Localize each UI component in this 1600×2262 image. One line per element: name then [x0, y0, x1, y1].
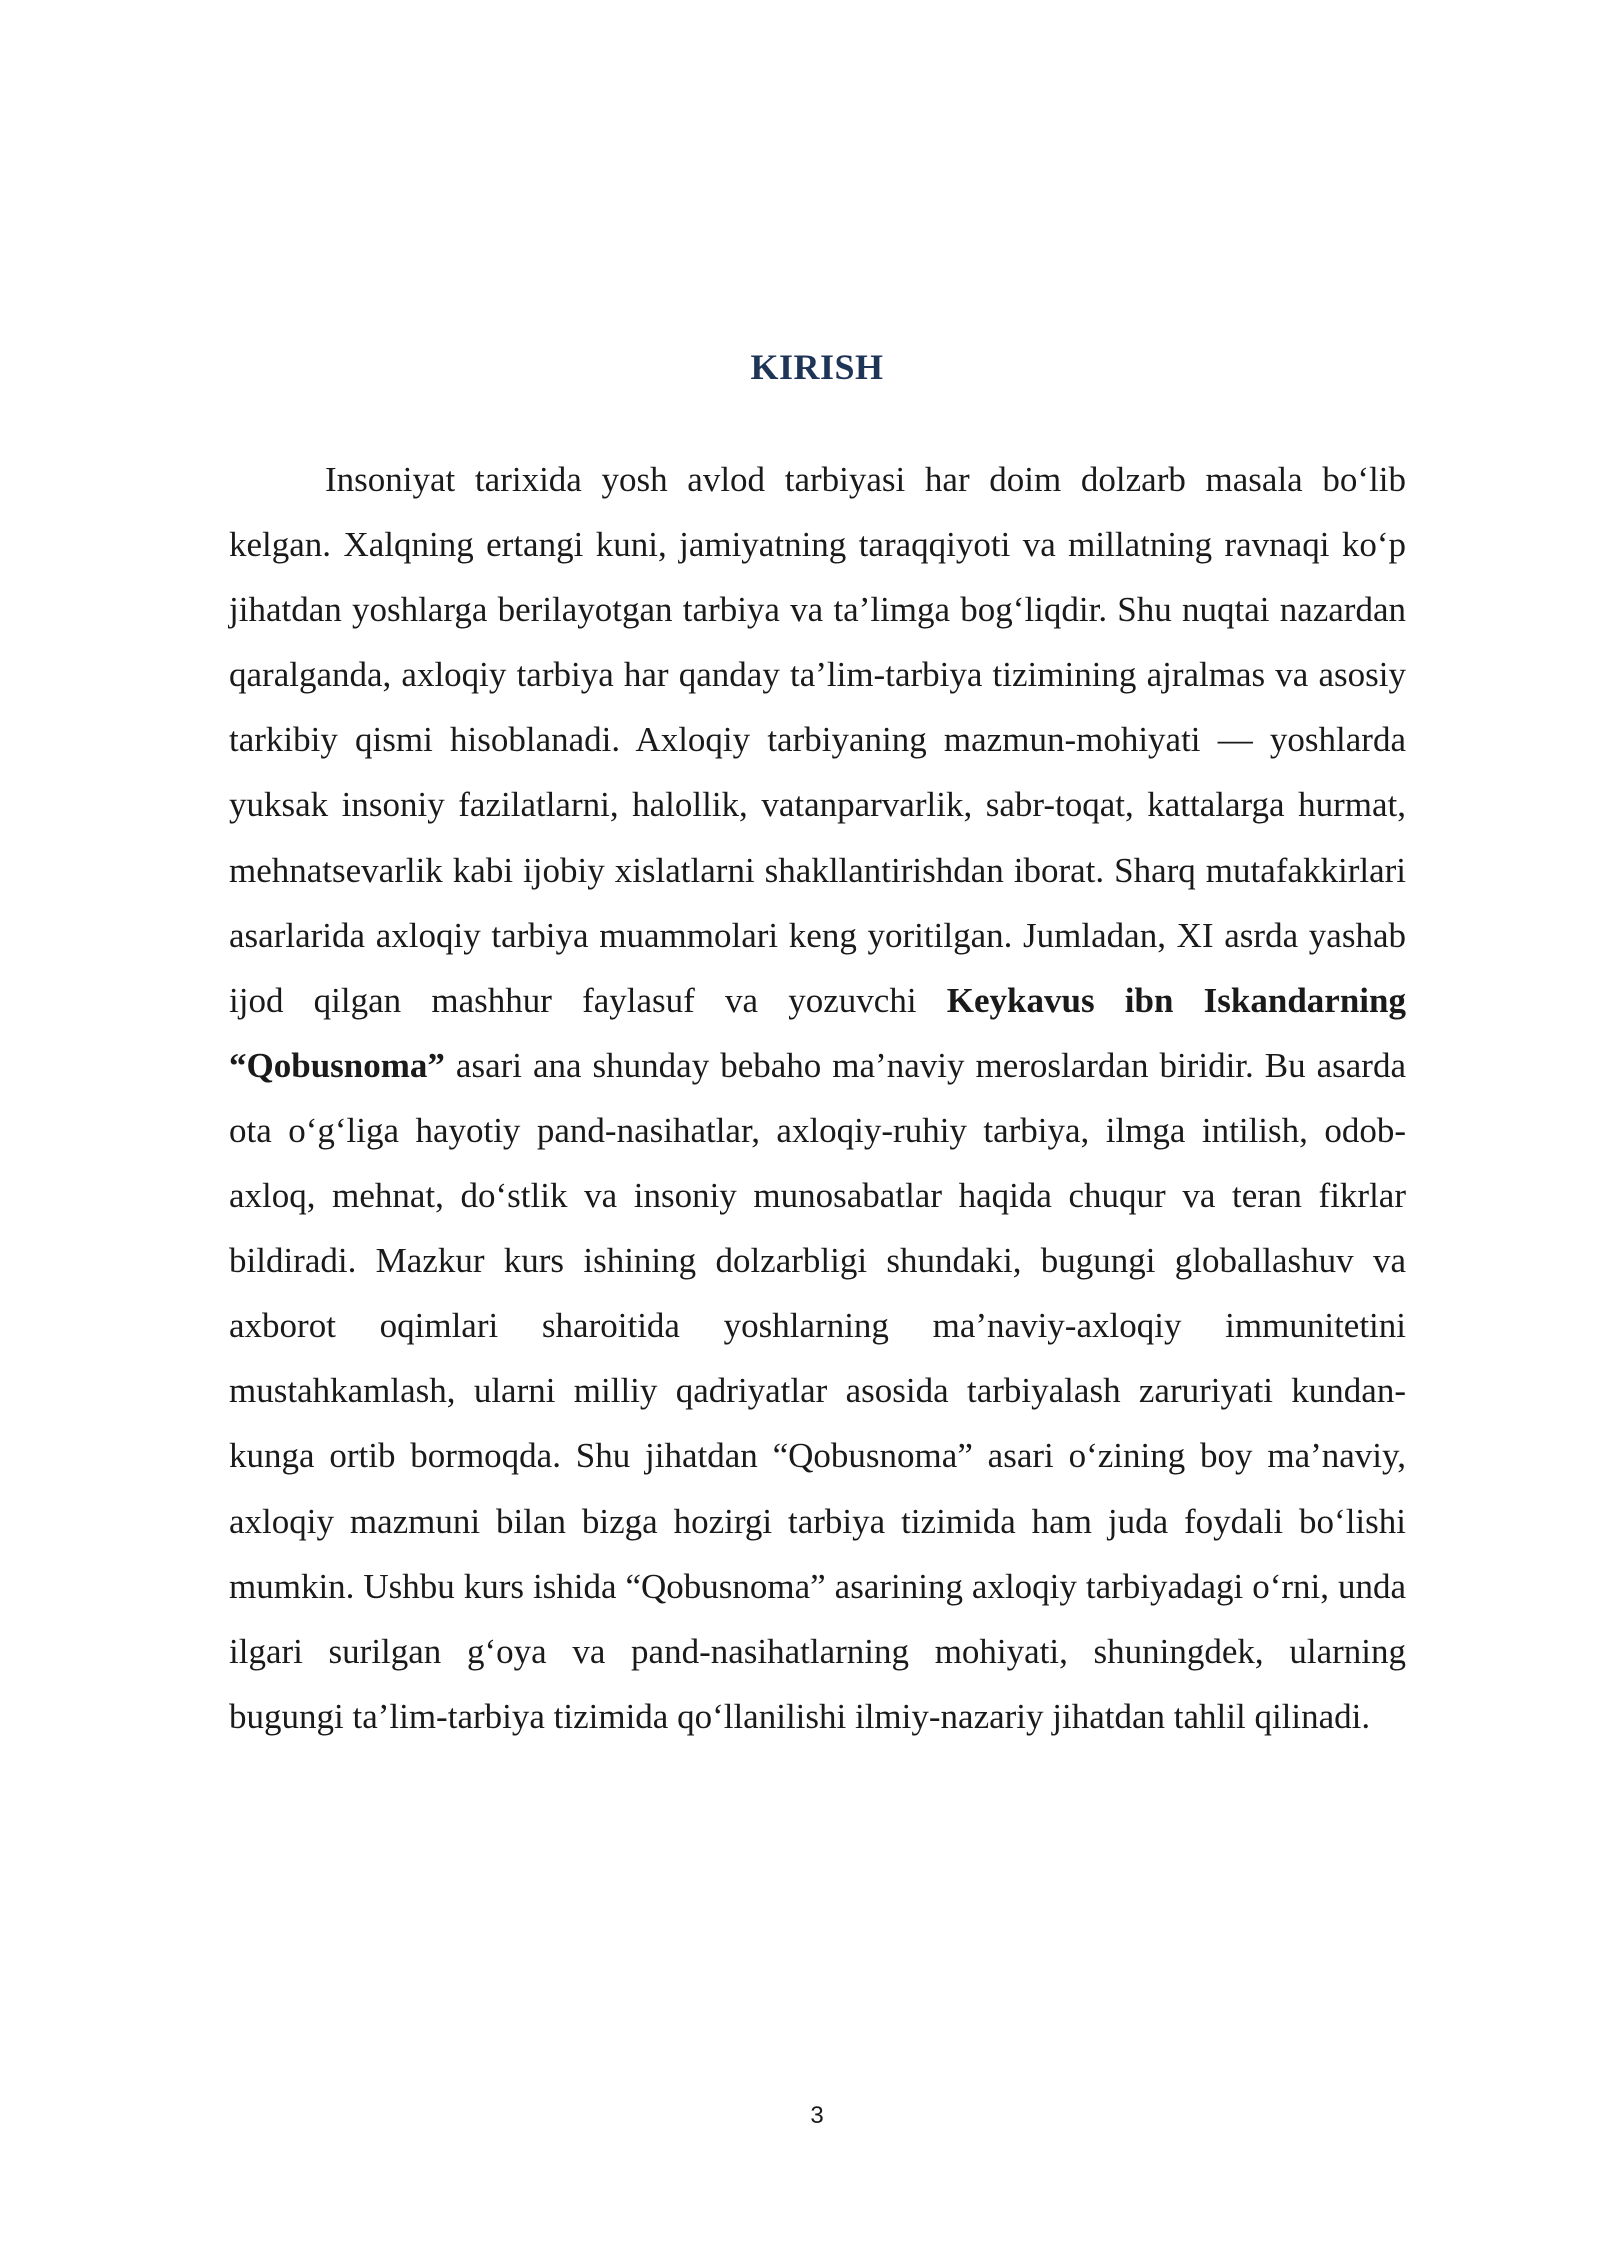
paragraph-text-start: Insoniyat tarixida yosh avlod tarbiyasi har doim dolzarb masala bo‘lib kelgan. Xalqning ertangi kuni, jamiyatning taraqqiyoti va millatning ravnaqi ko‘p jihatdan yoshlarga berilayotgan tarbiya va ta’limga bog‘liqdir. Shu nuqtai nazardan qaralganda, axloqiy tarbiya har qanday ta’lim-tarbiya tizimining ajralmas va asosiy tarkibiy qismi hisoblanadi. Axloqiy tarbiyaning mazmun-mohiyati — yoshlarda yuksak insoniy fazilatlarni, halollik, vatanparvarlik, sabr-toqat, kattalarga hurmat, mehnatsevarlik kabi ijobiy xislatlarni shakllantirishdan iborat. Sharq mutafakkirlari asarlarida axloqiy tarbiya muammolari keng yoritilgan. Jumladan, XI asrda yashab ijod qilgan mashhur faylasuf va yozuvchi — [229, 460, 1406, 1020]
body-paragraph — [229, 447, 1406, 1749]
page-number: 3 — [810, 2102, 824, 2129]
paragraph-text-end: asari ana shunday bebaho ma’naviy meroslardan biridir. Bu asarda ota o‘g‘liga hayotiy pand-nasihatlar, axloqiy-ruhiy tarbiya, ilmga intilish, odob-axloq, mehnat, do‘stlik va insoniy munosabatlar haqida chuqur va teran fikrlar bildiradi. Mazkur kurs ishining dolzarbligi shundaki, bugungi globallashuv va axborot oqimlari sharoitida yoshlarning ma’naviy-axloqiy immunitetini mustahkamlash, ularni milliy qadriyatlar asosida tarbiyalash zaruriyati kundan-kunga ortib bormoqda. Shu jihatdan “Qobusnoma” asari o‘zining boy ma’naviy, axloqiy mazmuni bilan bizga hozirgi tarbiya tizimida ham juda foydali bo‘lishi mumkin. Ushbu kurs ishida “Qobusnoma” asarining axloqiy tarbiyadagi o‘rni, unda ilgari surilgan g‘oya va pand-nasihatlarning mohiyati, shuningdek, ularning bugungi ta’lim-tarbiya tizimida qo‘llanilishi ilmiy-nazariy jihatdan tahlil qilinadi. — [229, 1045, 1406, 1736]
page-title: KIRISH — [750, 347, 884, 387]
bold-phrase: Keykavus ibn Iskandarning “Qobusnoma” — [229, 980, 1406, 1085]
